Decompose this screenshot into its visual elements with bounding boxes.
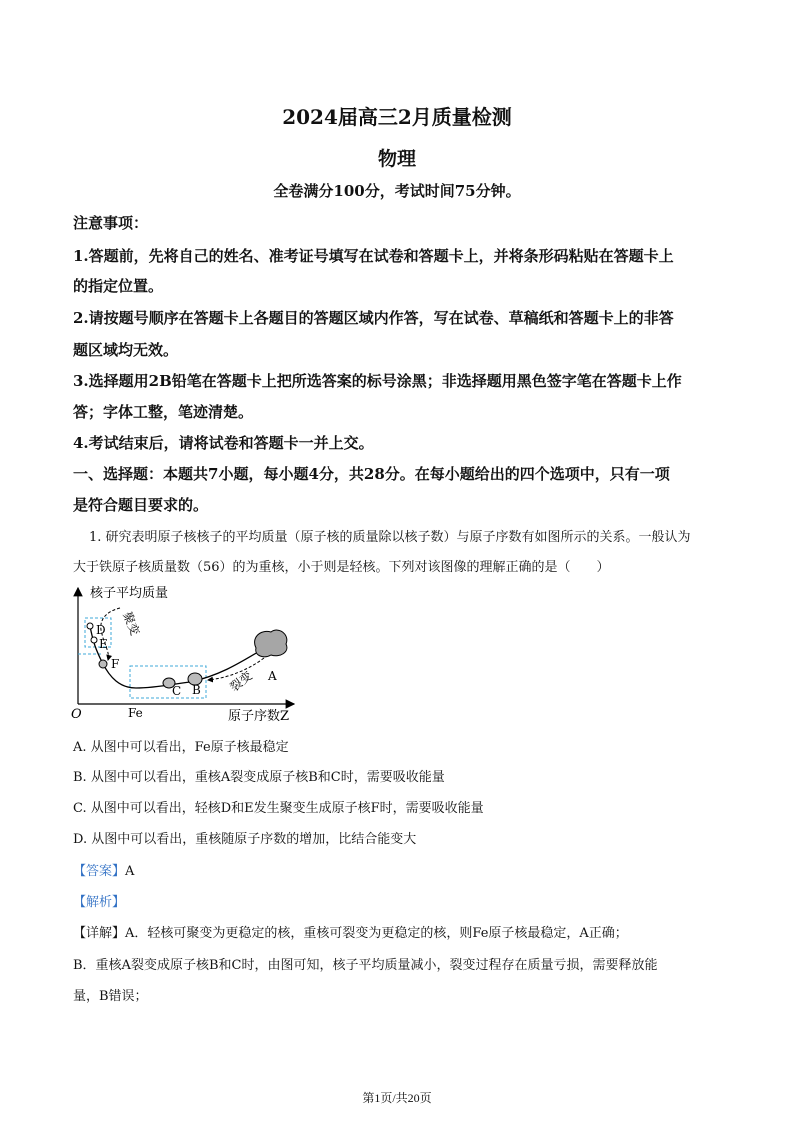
note-line: 题区域均无效。 [73, 341, 179, 359]
exam-title: 2024届高三2月质量检测 [282, 105, 512, 129]
label-b: B [192, 683, 201, 697]
section-heading-cont: 是符合题目要求的。 [73, 496, 209, 514]
note-line: 1.答题前，先将自己的姓名、准考证号填写在试卷和答题卡上，并将条形码粘贴在答题卡上 [73, 247, 674, 265]
note-line: 答；字体工整，笔迹清楚。 [73, 403, 254, 421]
notes-heading: 注意事项： [73, 214, 149, 232]
detail-line: B．重核A裂变成原子核B和C时，由图可知，核子平均质量减小，裂变过程存在质量亏损，需要释放能 [73, 958, 658, 973]
y-axis-label: 核子平均质量 [90, 586, 169, 601]
answer-line [73, 860, 134, 879]
fusion-label: 聚变 [120, 609, 143, 638]
analysis-tag: 【解析】 [73, 895, 126, 910]
nucleon-mass-figure [68, 582, 318, 724]
point-d [87, 623, 93, 629]
section-heading: 一、选择题：本题共7小题，每小题4分，共28分。在每小题给出的四个选项中，只有一项 [73, 465, 670, 483]
detail-line: 【详解】A．轻核可聚变为更稳定的核，重核可裂变为更稳定的核，则Fe原子核最稳定，A正确； [73, 926, 628, 941]
point-e [91, 637, 97, 643]
label-d: D [96, 623, 106, 637]
note-line: 2.请按题号顺序在答题卡上各题目的答题区域内作答，写在试卷、草稿纸和答题卡上的非答 [73, 309, 674, 327]
fission-label: 裂变 [227, 668, 255, 695]
question-stem-cont: 大于铁原子核质量数（56）的为重核，小于则是轻核。下列对该图像的理解正确的是（ ） [73, 560, 610, 575]
subject-title: 物理 [377, 148, 416, 170]
option-c: C. 从图中可以看出，轻核D和E发生聚变生成原子核F时，需要吸收能量 [73, 801, 484, 816]
answer-tag: 【答案】 [73, 864, 126, 879]
point-f [99, 660, 107, 668]
label-c: C [172, 684, 182, 698]
note-line: 的指定位置。 [73, 277, 164, 295]
option-d: D. 从图中可以看出，重核随原子序数的增加，比结合能变大 [73, 832, 417, 847]
origin-label: O [71, 707, 82, 722]
detail-line: 量，B错误； [73, 989, 148, 1004]
note-line: 3.选择题用2B铅笔在答题卡上把所选答案的标号涂黑；非选择题用黑色签字笔在答题卡上作 [73, 372, 682, 390]
label-a: A [268, 669, 277, 683]
note-line: 4.考试结束后，请将试卷和答题卡一并上交。 [73, 434, 374, 452]
nucleus-a [255, 630, 287, 657]
score-info: 全卷满分100分，考试时间75分钟。 [273, 182, 521, 200]
fe-label: Fe [128, 706, 143, 720]
option-b: B. 从图中可以看出，重核A裂变成原子核B和C时，需要吸收能量 [73, 770, 445, 785]
option-a: A. 从图中可以看出，Fe原子核最稳定 [73, 740, 289, 755]
label-e: E [99, 637, 108, 651]
answer-value: A [125, 864, 135, 879]
page-number: 第1页/共20页 [362, 1091, 432, 1105]
x-axis-label: 原子序数Z [228, 709, 290, 724]
label-f: F [111, 657, 120, 671]
question-stem: 1. 研究表明原子核核子的平均质量（原子核的质量除以核子数）与原子序数有如图所示的关系。一般认为 [89, 530, 691, 545]
